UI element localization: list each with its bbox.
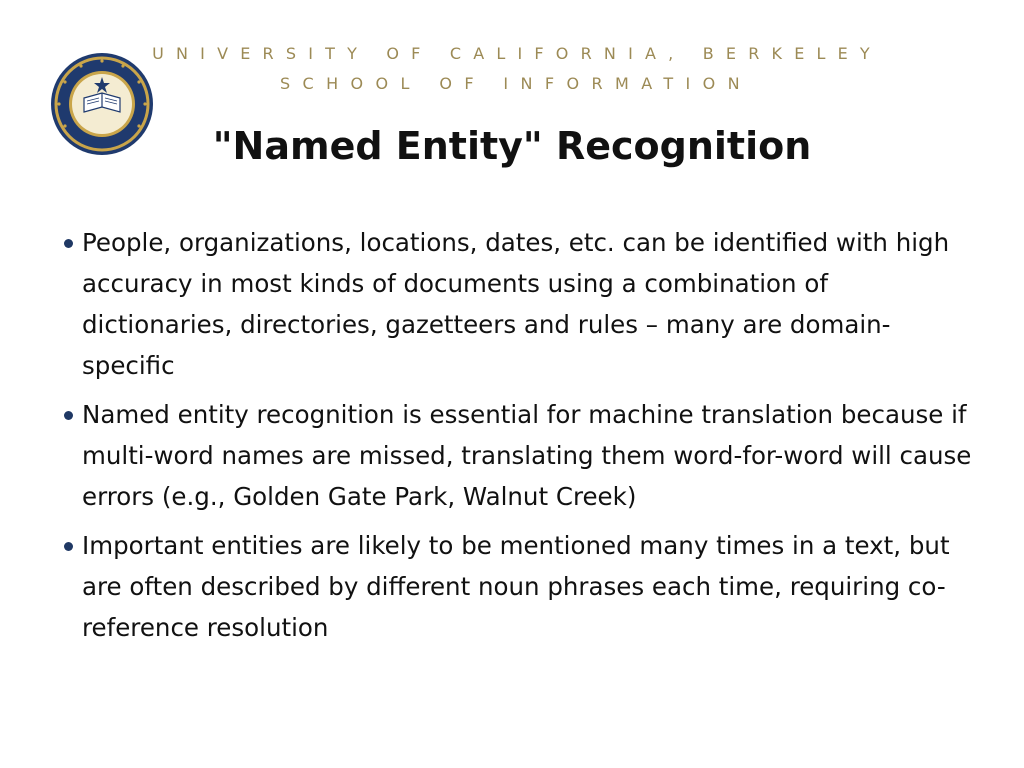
bullet-dot-icon <box>64 239 73 248</box>
bullet-dot-icon <box>64 411 73 420</box>
bullet-dot-icon <box>64 542 73 551</box>
bullet-item <box>62 394 982 517</box>
bullet-text: Named entity recognition is essential for machine translation because if multi-word names are missed, translating them word-for-word will cause errors (e.g., Golden Gate Park, Walnut Creek) <box>82 400 972 511</box>
bullet-item <box>62 222 982 386</box>
bullet-text: Important entities are likely to be mentioned many times in a text, but are often described by different noun phrases each time, requiring co-reference resolution <box>82 531 950 642</box>
bullet-list <box>62 222 982 656</box>
university-name: UNIVERSITY OF CALIFORNIA, BERKELEY <box>152 44 882 63</box>
bullet-item <box>62 525 982 648</box>
slide-title: "Named Entity" Recognition <box>212 124 812 168</box>
bullet-text: People, organizations, locations, dates, etc. can be identified with high accuracy in most kinds of documents using a combination of dictionaries, directories, gazetteers and rules – many are domain-specific <box>82 228 950 380</box>
school-name: SCHOOL OF INFORMATION <box>280 74 752 93</box>
